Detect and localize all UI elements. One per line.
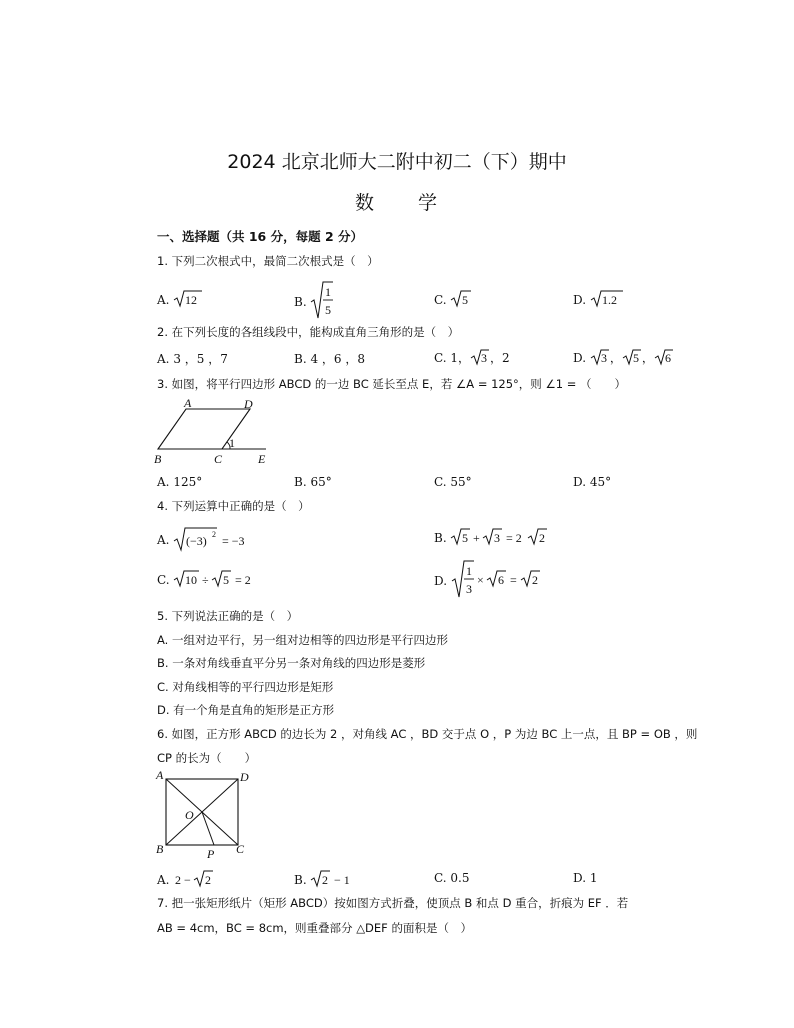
svg-text:5: 5 xyxy=(223,573,230,587)
option-value: 3 ，5 ，7 xyxy=(173,352,228,366)
q3-option-a[interactable] xyxy=(157,475,202,489)
svg-text:= 2: = 2 xyxy=(506,531,523,545)
label-D: D xyxy=(240,770,249,784)
sqrt-one-fifth-expression xyxy=(310,280,334,320)
q2-option-b[interactable] xyxy=(294,350,365,367)
svg-text:5: 5 xyxy=(462,531,469,545)
label-P: P xyxy=(207,847,215,861)
q2-option-a[interactable] xyxy=(157,350,228,367)
option-letter: B. xyxy=(294,873,307,887)
svg-text:1: 1 xyxy=(465,564,472,578)
option-letter: A. xyxy=(157,873,170,887)
option-letter: B. xyxy=(294,352,307,366)
option-letter: B. xyxy=(434,531,447,545)
svg-text:1: 1 xyxy=(325,285,332,299)
sqrt-6-expression xyxy=(654,348,674,366)
q6-option-b[interactable] xyxy=(294,869,354,889)
option-value: 125° xyxy=(173,475,203,489)
question-1-stem: 1. 下列二次根式中，最简二次根式是（ ） xyxy=(157,254,379,268)
option-letter: B. xyxy=(294,295,307,309)
q6-option-c[interactable] xyxy=(434,871,470,885)
option-letter: A. xyxy=(157,475,170,489)
option-value: 4 ，6 ，8 xyxy=(310,352,366,366)
label-B: B xyxy=(156,842,164,856)
q3-option-c[interactable] xyxy=(434,475,472,489)
svg-text:2: 2 xyxy=(531,573,538,587)
svg-text:2: 2 xyxy=(322,873,329,887)
svg-text:= −3: = −3 xyxy=(222,534,245,548)
svg-text:1.2: 1.2 xyxy=(601,293,617,307)
svg-text:6: 6 xyxy=(664,351,671,365)
option-letter: B. xyxy=(294,475,307,489)
label-O: O xyxy=(185,808,194,822)
svg-text:(−3): (−3) xyxy=(186,534,208,548)
sqrt-3-expression xyxy=(470,348,490,366)
q3-option-b[interactable] xyxy=(294,475,332,489)
label-A: A xyxy=(184,397,192,410)
section-heading: 一、选择题（共 16 分，每题 2 分） xyxy=(157,229,364,244)
label-D: D xyxy=(244,397,253,411)
q1-option-b[interactable] xyxy=(294,280,334,320)
q2-option-c[interactable]: C. 1， 3 ，2 xyxy=(434,348,510,366)
option-letter: C. xyxy=(434,871,447,885)
option-letter: A. xyxy=(157,533,170,547)
sqrt-12-expression xyxy=(173,289,203,309)
svg-text:×: × xyxy=(476,573,484,587)
svg-text:= 2: = 2 xyxy=(235,573,252,587)
label-C: C xyxy=(236,842,245,856)
q1-option-c[interactable] xyxy=(434,289,472,309)
svg-text:5: 5 xyxy=(462,293,469,307)
sqrt-5-expression xyxy=(450,289,472,309)
sqrt10-div-sqrt5-expression xyxy=(173,569,263,589)
option-letter: D. xyxy=(573,293,587,307)
document-title: 2024 北京北师大二附中初二（下）期中 xyxy=(227,151,567,173)
svg-text:5: 5 xyxy=(632,351,639,365)
svg-text:÷: ÷ xyxy=(202,573,209,587)
option-letter: C. xyxy=(434,351,447,365)
q5-option-d[interactable]: D. 有一个角是直角的矩形是正方形 xyxy=(157,703,335,717)
svg-text:2 −: 2 − xyxy=(175,873,192,887)
q6-option-d[interactable] xyxy=(573,871,597,885)
option-letter: D. xyxy=(573,871,587,885)
question-2-stem: 2. 在下列长度的各组线段中，能构成直角三角形的是（ ） xyxy=(157,325,460,339)
svg-text:=: = xyxy=(509,573,517,587)
option-value: 45° xyxy=(589,475,612,489)
subject-title: 数 学 xyxy=(354,192,439,214)
label-B: B xyxy=(154,452,162,466)
question-3-stem: 3. 如图，将平行四边形 ABCD 的一边 BC 延长至点 E，若 ∠A = 125°，则 ∠1 = （ ） xyxy=(157,377,627,391)
sqrt-5-expression xyxy=(622,348,642,366)
question-4-stem: 4. 下列运算中正确的是（ ） xyxy=(157,499,310,513)
question-6-stem-line2: CP 的长为（ ） xyxy=(157,751,257,765)
sqrt-1-2-expression xyxy=(590,289,624,309)
svg-text:3: 3 xyxy=(600,351,607,365)
q6-option-a[interactable] xyxy=(157,869,217,889)
option-letter: D. xyxy=(434,574,448,588)
option-value: 0.5 xyxy=(450,871,470,885)
svg-text:3: 3 xyxy=(465,582,472,596)
q1-option-d[interactable] xyxy=(573,289,624,309)
q4-option-d[interactable] xyxy=(434,559,551,599)
option-value: 65° xyxy=(310,475,332,489)
option-value: 1 xyxy=(589,871,598,885)
svg-text:− 1: − 1 xyxy=(334,873,351,887)
svg-text:10: 10 xyxy=(185,573,198,587)
sqrt-third-times-sqrt6-expression xyxy=(451,559,551,599)
svg-text:3: 3 xyxy=(494,531,501,545)
option-letter: C. xyxy=(434,475,447,489)
svg-text:3: 3 xyxy=(481,351,488,365)
q4-option-a[interactable] xyxy=(157,526,253,552)
q2-option-d[interactable]: D. 3 ， 5 ， 6 xyxy=(573,348,674,366)
sqrt5-plus-sqrt3-expression xyxy=(450,527,550,547)
option-letter: D. xyxy=(573,351,587,365)
q5-option-b[interactable]: B. 一条对角线垂直平分另一条对角线的四边形是菱形 xyxy=(157,656,426,670)
sqrt2-minus-one-expression xyxy=(310,869,354,889)
sqrt-neg3-squared-expression xyxy=(173,526,253,552)
label-A: A xyxy=(156,769,164,782)
option-letter: A. xyxy=(157,293,170,307)
q4-option-c[interactable] xyxy=(157,569,263,589)
svg-text:12: 12 xyxy=(185,293,198,307)
question-7-stem-line2: AB = 4cm，BC = 8cm，则重叠部分 △DEF 的面积是（ ） xyxy=(157,921,472,935)
q3-option-d[interactable] xyxy=(573,475,611,489)
label-C: C xyxy=(214,452,223,466)
svg-text:5: 5 xyxy=(325,303,332,317)
two-minus-sqrt2-expression xyxy=(173,869,217,889)
q5-option-a[interactable]: A. 一组对边平行，另一组对边相等的四边形是平行四边形 xyxy=(157,633,448,647)
svg-text:2: 2 xyxy=(212,530,217,539)
label-angle-1: 1 xyxy=(229,436,235,450)
parallelogram-figure xyxy=(150,397,275,469)
label-E: E xyxy=(258,452,266,466)
question-5-stem: 5. 下列说法正确的是（ ） xyxy=(157,609,299,623)
q1-option-a[interactable] xyxy=(157,289,203,309)
option-letter: C. xyxy=(157,573,170,587)
option-letter: A. xyxy=(157,352,170,366)
svg-text:+: + xyxy=(473,531,481,545)
option-letter: C. xyxy=(434,293,447,307)
svg-text:2: 2 xyxy=(539,531,546,545)
option-value: 55° xyxy=(450,475,472,489)
q4-option-b[interactable] xyxy=(434,527,550,547)
svg-text:2: 2 xyxy=(205,873,212,887)
q5-option-c[interactable]: C. 对角线相等的平行四边形是矩形 xyxy=(157,680,334,694)
option-letter: D. xyxy=(573,475,587,489)
question-7-stem-line1: 7. 把一张矩形纸片（矩形 ABCD）按如图方式折叠，使顶点 B 和点 D 重合，折痕为 EF ．若 xyxy=(157,896,629,910)
question-6-stem-line1: 6. 如图，正方形 ABCD 的边长为 2 ，对角线 AC ，BD 交于点 O ，P 为边 BC 上一点，且 BP = OB ，则 xyxy=(157,727,698,741)
sqrt-3-expression xyxy=(590,348,610,366)
svg-text:6: 6 xyxy=(497,573,504,587)
square-figure xyxy=(150,769,255,861)
